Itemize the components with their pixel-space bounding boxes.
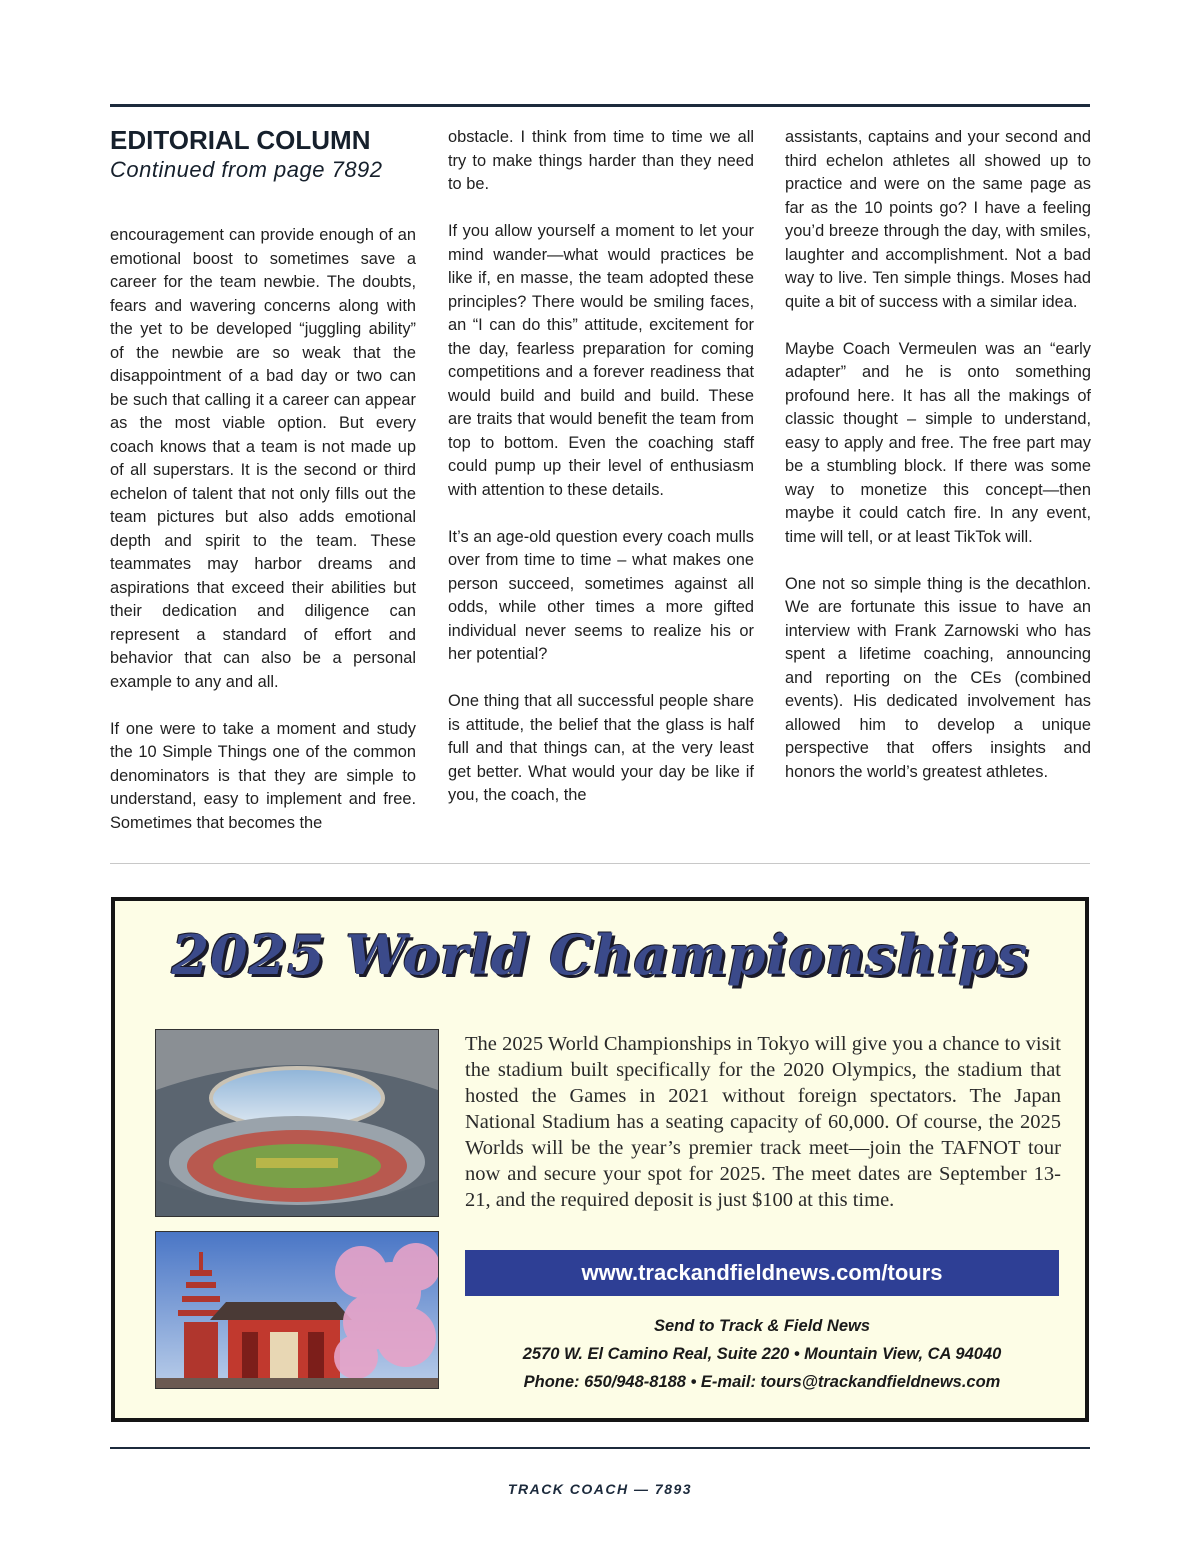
paragraph: If one were to take a moment and study the 10 Simple Things one of the common denominators is that they are simple to understand, easy to implement and free. Sometimes that becomes the [110, 719, 416, 832]
column-2 [448, 126, 754, 831]
bottom-rule [110, 1447, 1090, 1449]
paragraph: One not so simple thing is the decathlon. We are fortunate this issue to have an interview with Frank Zarnowski who has spent a lifetime coaching, announcing and reporting on the CEs (combined events). His dedicated involvement has allowed him to develop a unique perspective that offers insights and honors the world’s greatest athletes. [785, 574, 1091, 781]
tour-advertisement [111, 897, 1089, 1422]
paragraph: If you allow yourself a moment to let your mind wander—what would practices be like if, en masse, the team adopted these principles? There would be smiling faces, an “I can do this” attitude, excitement for the day, fearless preparation for coming competitions and a forever readiness that would build and build and build. These are traits that would benefit the team from top to bottom. Even the coaching staff could pump up their level of enthusiasm with attention to these details. [448, 222, 754, 499]
paragraph: It’s an age-old question every coach mulls over from time to time – what makes one person succeed, sometimes against all odds, while other times a more gifted individual never seems to realize his or her potential? [448, 527, 754, 663]
send-to-line: Send to Track & Field News [653, 1317, 871, 1335]
paragraph: One thing that all successful people share is attitude, the belief that the glass is half full and that things can, at the very least get better. What would your day be like if you, the coach, the [448, 692, 754, 804]
ad-title: 2025 World Championships [171, 923, 1029, 987]
column-subtitle: Continued from page 7892 [110, 157, 383, 182]
page-footer: TRACK COACH — 7893 [507, 1481, 693, 1497]
top-rule [110, 104, 1090, 107]
paragraph: obstacle. I think from time to time we all try to make things harder than they need to be. [448, 128, 754, 193]
paragraph: encouragement can provide enough of an emotional boost to sometimes save a career for the team newbie. The doubts, fears and wavering concerns along with the yet to be developed “juggling ability” of the newbie are so weak that the disappointment of a bad day or two can be such that calling it a career can appear as the most viable option. But every coach knows that a team is not made up of all superstars. It is the second or third echelon of talent that not only fills out the team pictures but also adds emotional depth and spirit to the team. These teammates may harbor dreams and aspirations that exceed their abilities but their dedication and diligence can represent a standard of effort and behavior that can also be a personal example to any and all. [110, 226, 416, 691]
paragraph: assistants, captains and your second and third echelon athletes all showed up to practice and were on the same page as far as the 10 points go? I have a feeling you’d breeze through the day, with smiles, laughter and accomplishment. Not a bad way to live. Ten simple things. Moses had quite a bit of success with a similar idea. [785, 128, 1091, 311]
mailing-address: 2570 W. El Camino Real, Suite 220 • Mountain View, CA 94040 [522, 1345, 1002, 1363]
stadium-photo [155, 1029, 439, 1217]
paragraph: Maybe Coach Vermeulen was an “early adapter” and he is onto something profound here. It has all the makings of classic thought – simple to understand, easy to apply and free. The free part may be a stumbling block. If there was some way to monetize this concept—then maybe it could catch fire. In any event, time will tell, or at least TikTok will. [785, 339, 1091, 546]
tours-url-link[interactable]: www.trackandfieldnews.com/tours [465, 1250, 1059, 1296]
column-1 [110, 126, 416, 859]
section-divider [110, 863, 1090, 864]
column-title: EDITORIAL COLUMN [110, 125, 371, 155]
ad-body-text: The 2025 World Championships in Tokyo will give you a chance to visit the stadium built specifically for the 2020 Olympics, the stadium that hosted the Games in 2021 without foreign spectators. The Japan National Stadium has a seating capacity of 60,000. Of course, the 2025 Worlds will be the year’s premier track meet—join the TAFNOT tour now and secure your spot for 2025. The meet dates are September 13-21, and the required deposit is just $100 at this time. [465, 1033, 1061, 1211]
temple-photo [155, 1231, 439, 1389]
contact-info: Phone: 650/948-8188 • E-mail: tours@trackandfieldnews.com [523, 1373, 1001, 1391]
column-3 [785, 126, 1091, 808]
